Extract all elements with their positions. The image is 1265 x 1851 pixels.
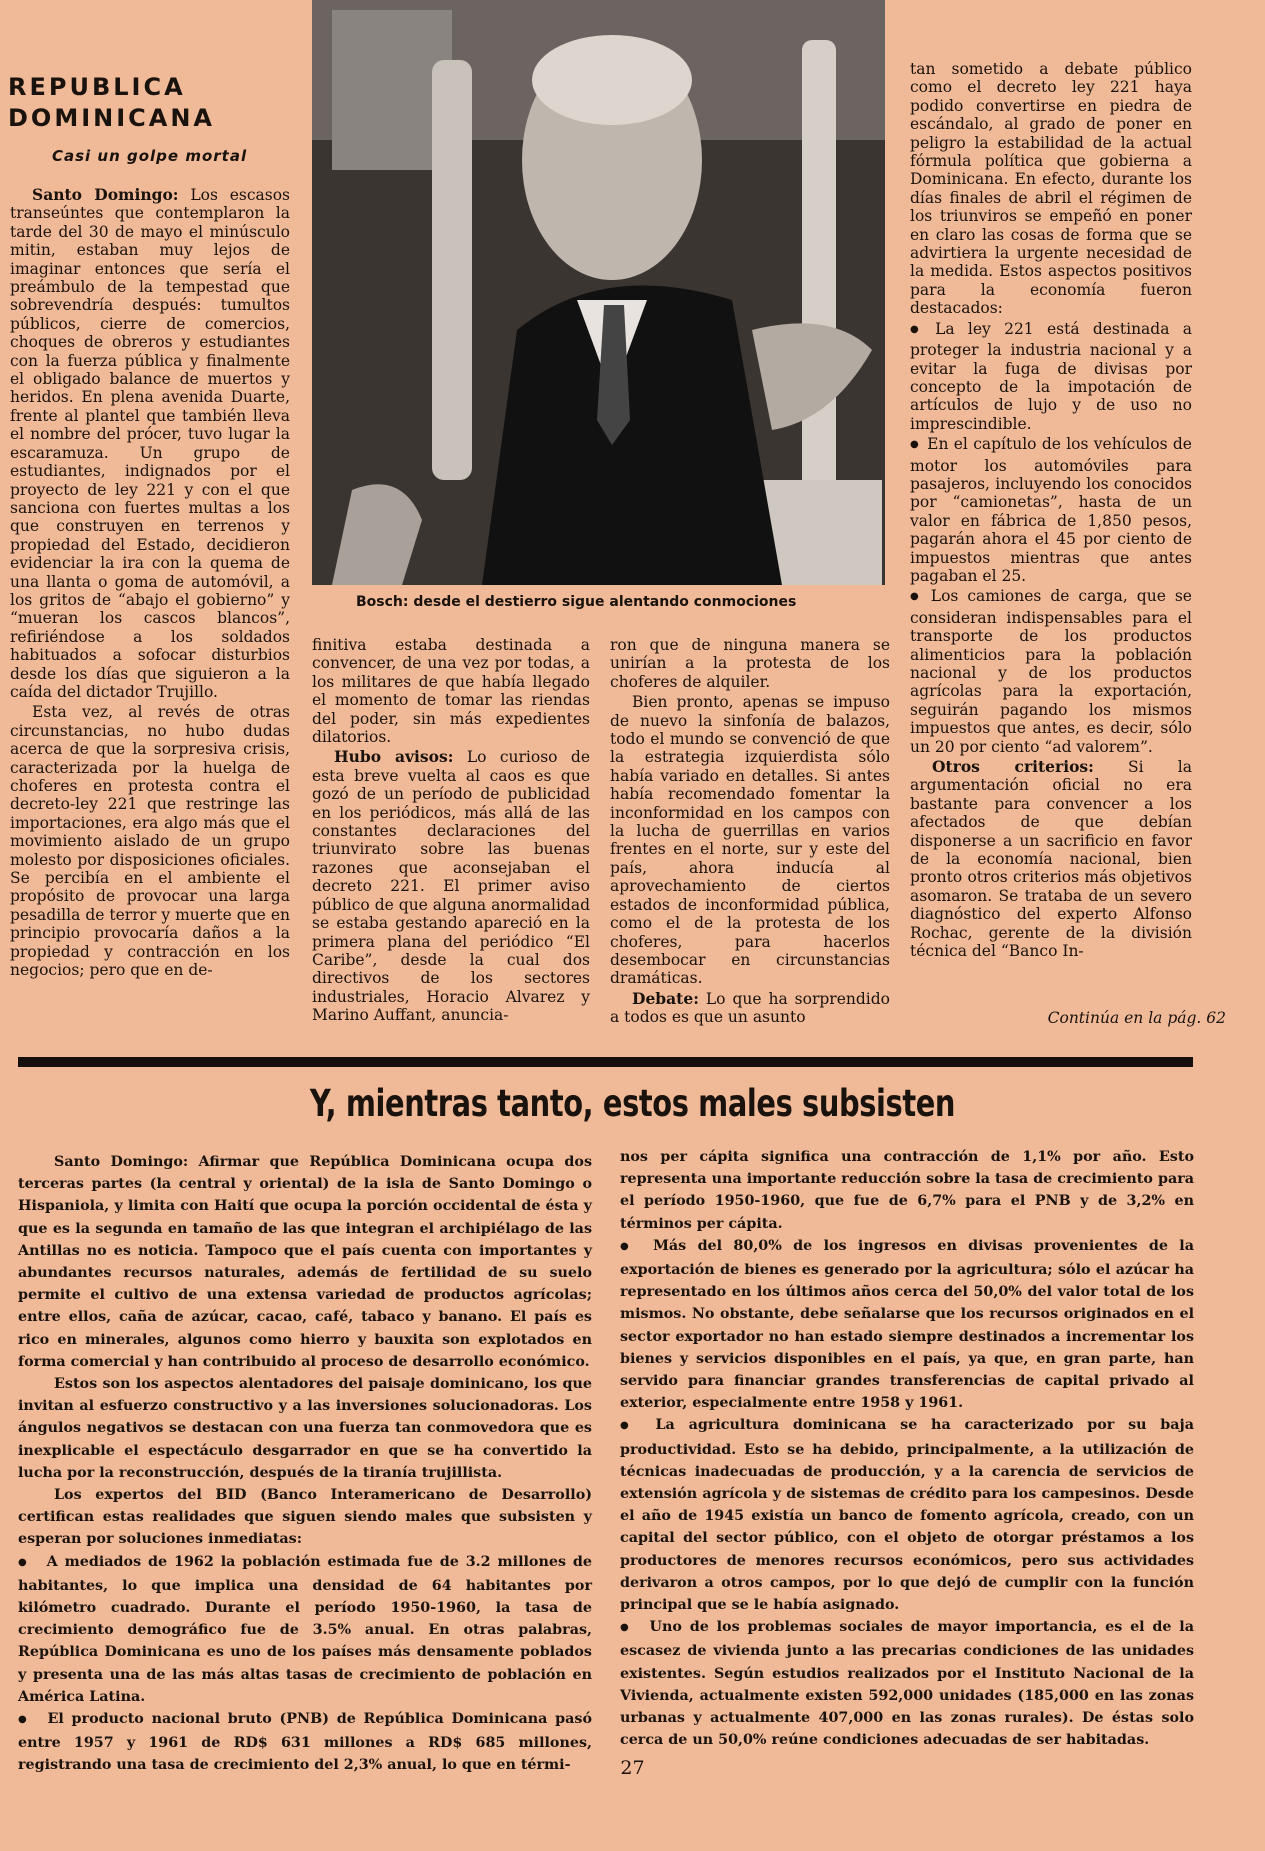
paragraph-text: A mediados de 1962 la población estimada fue de 3.2 millones de habitantes, lo que implica una densidad de 64 habitantes por kilómetro cuadrado. Durante el período 1950-1960, la tasa de crecimiento demográfico fue de 3.5% anual. En otras palabras, República Dominicana es uno de los países más densamente poblados y presenta una de las más altas tasas de crecimiento de población en América Latina. <box>18 1553 592 1705</box>
paragraph <box>610 990 890 1027</box>
section-divider <box>18 1057 1193 1067</box>
paragraph <box>620 1414 1194 1616</box>
paragraph-text: Bien pronto, apenas se impuso de nuevo la sinfonía de balazos, todo el mundo se convenció de que la estrategia izquierdista sólo había variado en detalles. Si antes había recomendado fomentar la inconformidad en los campos con la lucha de guerrillas en varios frentes en el norte, sur y este del país, ahora inducía al aprovechamiento de ciertos estados de inconformidad pública, como el de la protesta de los choferes, para hacerlos desembocar en circunstancias dramáticas. <box>610 693 890 988</box>
paragraph <box>18 1484 592 1551</box>
paragraph <box>620 1616 1194 1751</box>
paragraph <box>910 320 1192 433</box>
photo-caption: Bosch: desde el destierro sigue alentando conmociones <box>356 594 797 610</box>
paragraph <box>910 587 1192 756</box>
photo-illustration <box>312 0 885 585</box>
paragraph-text: En el capítulo de los vehículos de motor los automóviles para pasajeros, incluyendo los conocidos por “camionetas”, hasta de un valor en fábrica de 1,850 pesos, pagarán ahora el 45 por ciento de impuestos mientras que antes pagaban el 25. <box>910 435 1192 585</box>
paragraph-text: nos per cápita significa una contracción de 1,1% por año. Esto representa una importante reducción sobre la tasa de crecimiento para el período 1950-1960, que fue de 6,7% para el PNB y de 3,2% en términos per cápita. <box>620 1149 1194 1232</box>
paragraph-text: tan sometido a debate público como el decreto ley 221 haya podido convertirse en piedra de escándalo, al grado de poner en peligro la estabilidad de la actual fórmula política que gobierna a Dominicana. En efecto, durante los días finales de abril el régimen de los triunviros se empeñó en poner en claro las cosas de forma que se advirtiera la urgente necesidad de la medida. Estos aspectos positivos para la economía fueron destacados: <box>910 60 1192 318</box>
paragraph-text: La agricultura dominicana se ha caracterizado por su baja productividad. Esto se ha debido, principalmente, a la utilización de técnicas inadecuadas de producción, y a la carencia de servicios de extensión agrícola y de sistemas de crédito para los campesinos. Desde el año de 1945 existía un banco de fomento agrícola, creado, con un capital del sector público, con el objeto de otorgar préstamos a los productores de menores recursos económicos, pero sus actividades derivaron a otros campos, por lo que dejó de cumplir con la función principal que se le había asignado. <box>620 1417 1194 1614</box>
paragraph <box>18 1373 592 1484</box>
paragraph-lead: Debate: <box>632 988 699 1008</box>
paragraph <box>910 60 1192 318</box>
paragraph-text: Los escasos transeúntes que contemplaron la tarde del 30 de mayo el minúsculo mitin, estaban muy lejos de imaginar entonces que sería el preámbulo de la tempestad que sobrevendría después: tumultos públicos, cierre de comercios, choques de obreros y estudiantes con la fuerza pública y finalmente el obligado balance de muertos y heridos. En plena avenida Duarte, frente al plantel que también lleva el nombre del prócer, tuvo lugar la escaramuza. Un grupo de estudiantes, indignados por el proyecto de ley 221 y con el que sanciona con fuertes multas a los que construyen en terrenos y propiedad del Estado, decidieron evidenciar la ira con la quema de una llanta o goma de automóvil, a los gritos de “abajo el gobierno” y “mueran los cascos blancos”, refiriéndose a los soldados habituados a sofocar disturbios desde los días que siguieron a la caída del dictador Trujillo. <box>10 186 290 701</box>
paragraph-text: Lo curioso de esta breve vuelta al caos es que gozó de un período de publicidad en los periódicos, más allá de las constantes declaraciones del triunvirato sobre las buenas razones que aconsejaban el decreto 221. El primer aviso público de que alguna anormalidad se estaba gestando apareció en la primera plana del periódico “El Caribe”, desde la cual dos directivos de los sectores industriales, Horacio Alvarez y Marino Auffant, anuncia- <box>312 748 591 1025</box>
paragraph <box>610 693 890 988</box>
paragraph <box>910 758 1192 960</box>
paragraph-text: La ley 221 está destinada a proteger la industria nacional y a evitar la fuga de divisas por concepto de la impotación de artículos de lujo y de uso no imprescindible. <box>910 319 1192 433</box>
paragraph-text: finitiva estaba destinada a convencer, de una vez por todas, a los militares de que había llegado el momento de tomar las riendas del poder, sin más expedientes dilatorios. <box>312 636 590 747</box>
continued-note: Continúa en la pág. 62 <box>1047 1009 1226 1027</box>
paragraph-lead: Hubo avisos: <box>334 747 454 767</box>
paragraph-text: Afirmar que República Dominicana ocupa dos terceras partes (la central y oriental) de la isla de Santo Domingo o Hispaniola, y limita con Haití que ocupa la porción occidental de ésta y que es la segunda en tamaño de las que integran el archipiélago de las Antillas no es noticia. Tampoco que el país cuenta con importantes y abundantes recursos naturales, además de fertilidad de su suelo permite el cultivo de una extensa variedad de productos agrícolas; entre ellos, caña de azúcar, cacao, café, tabaco y banano. El país es rico en minerales, algunos como hierro y bauxita son explotados en forma comercial y han contribuido al proceso de desarrollo económico. <box>18 1154 592 1370</box>
paragraph <box>910 435 1192 585</box>
article-column-4 <box>910 60 1192 963</box>
feature-column-right <box>620 1146 1194 1751</box>
paragraph-text: Los camiones de carga, que se consideran indispensables para el transporte de los productos alimenticios para la población nacional y de los productos agrícolas para la exportación, seguirán pagando los mismos impuestos que antes, es decir, sólo un 20 por ciento “ad valorem”. <box>910 587 1192 756</box>
paragraph-text: ron que de ninguna manera se unirían a la protesta de los choferes de alquiler. <box>610 636 890 691</box>
paragraph <box>312 636 590 746</box>
paragraph <box>10 703 290 979</box>
section-kicker: Casi un golpe mortal <box>52 147 248 165</box>
portrait-photo <box>312 0 885 585</box>
feature-headline: Y, mientras tanto, estos males subsisten <box>309 1082 956 1125</box>
paragraph-text: Estos son los aspectos alentadores del paisaje dominicano, los que invitan al esfuerzo constructivo y a las inversiones solucionadoras. Los ángulos negativos se destacan con una fuerza tan conmovedora que es inexplicable el espectáculo desgarrador en que se ha convertido la lucha por la reconstrucción, después de la tiranía trujillista. <box>18 1376 592 1481</box>
paragraph <box>620 1146 1194 1235</box>
paragraph-text: Esta vez, al revés de otras circunstancias, no hubo dudas acerca de que la sorpresiva crisis, caracterizada por la huelga de choferes en protesta contra el decreto-ley 221 que restringe las importaciones, era algo más que el movimiento aislado de un grupo molesto por disposiciones oficiales. Se percibía en el ambiente el propósito de provocar una larga pesadilla de terror y muerte que en principio provocaría daños a la propiedad y contracción en los negocios; pero que en de- <box>10 703 290 980</box>
feature-column-left <box>18 1151 592 1777</box>
section-title: REPUBLICA DOMINICANA <box>8 73 215 132</box>
paragraph-text: Lo que ha sorprendido a todos es que un asunto <box>610 989 890 1027</box>
paragraph-text: Uno de los problemas sociales de mayor importancia, es el de la escasez de vivienda junto a las precarias condiciones de las unidades existentes. Según estudios realizados por el Instituto Nacional de la Vivienda, actualmente existen 592,000 unidades (185,000 en las zonas urbanas y actualmente 407,000 en las zonas rurales). De éstas solo cerca de un 50,0% reúne condiciones adecuadas de ser habitadas. <box>620 1619 1194 1749</box>
paragraph <box>10 186 290 701</box>
paragraph-text: El producto nacional bruto (PNB) de República Dominicana pasó entre 1957 y 1961 de RD$ 631 millones a RD$ 685 millones, registrando una tasa de crecimiento del 2,3% anual, lo que en térmi- <box>18 1711 592 1774</box>
paragraph-lead: Otros criterios: <box>932 757 1094 777</box>
paragraph-lead: Santo Domingo: <box>54 1154 189 1170</box>
page-number: 27 <box>620 1757 645 1779</box>
paragraph-text: Si la argumentación oficial no era bastante para convencer a los afectados de que debían disponerse a un sacrificio en favor de la economía nacional, bien pronto otros criterios más objetivos asomaron. Se trataba de un severo diagnóstico del experto Alfonso Rochac, gerente de la división técnica del “Banco In- <box>910 758 1192 961</box>
paragraph <box>18 1151 592 1373</box>
paragraph-text: Los expertos del BID (Banco Interamericano de Desarrollo) certifican estas realidades que siguen siendo males que subsisten y esperan por soluciones inmediatas: <box>18 1487 592 1548</box>
article-column-1 <box>10 186 290 981</box>
paragraph <box>18 1551 592 1708</box>
paragraph <box>312 748 590 1024</box>
paragraph-lead: Santo Domingo: <box>32 185 179 204</box>
paragraph-text: Más del 80,0% de los ingresos en divisas provenientes de la exportación de bienes es generado por la agricultura; sólo el azúcar ha representado en los últimos años cerca del 50,0% del valor total de los mismos. No obstante, debe señalarse que los recursos originados en el sector exportador no han estado siempre destinados a incrementar los bienes y servicios disponibles en el país, ya que, en gran parte, han servido para financiar grandes transferencias de capital privado al exterior, especialmente entre 1958 y 1961. <box>620 1237 1195 1412</box>
article-column-2 <box>312 636 590 1027</box>
article-column-3 <box>610 636 890 1029</box>
paragraph <box>610 636 890 691</box>
paragraph <box>620 1235 1194 1415</box>
